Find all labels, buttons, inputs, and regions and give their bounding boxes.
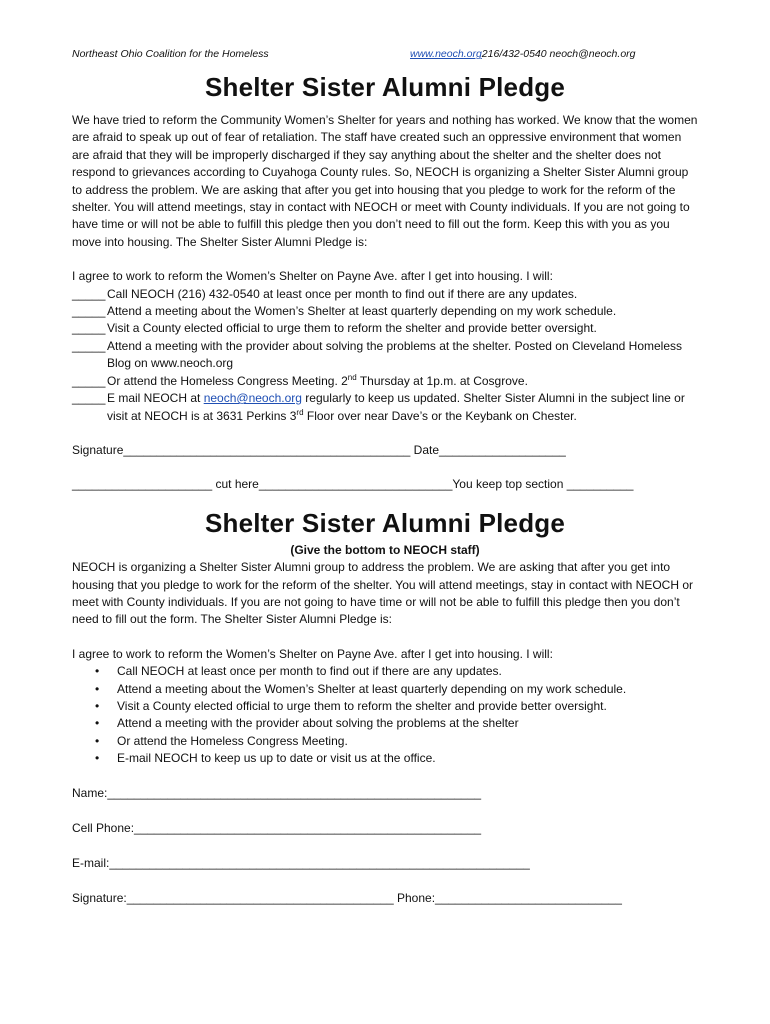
bullet-icon: • [95, 751, 100, 766]
checklist-item-text: Visit a County elected official to urge them to reform the shelter and provide better oversight. [107, 321, 597, 336]
pledge-checklist [72, 286, 698, 425]
checkbox-blank[interactable]: _____ [72, 391, 106, 406]
website-link[interactable]: www.neoch.org [410, 48, 482, 61]
bullet-icon: • [95, 664, 100, 679]
list-item: • Attend a meeting with the provider about solving the problems at the shelter [72, 715, 698, 732]
checkbox-blank[interactable]: _____ [72, 373, 106, 388]
signature-phone-field[interactable]: Signature:________________________________________ Phone:____________________________ [72, 890, 622, 905]
list-item: • E-mail NEOCH to keep us up to date or visit us at the office. [72, 750, 698, 767]
pledge-title: Shelter Sister Alumni Pledge [204, 72, 566, 102]
list-item: • Call NEOCH at least once per month to find out if there are any updates. [72, 663, 698, 680]
intro-paragraph-bottom: NEOCH is organizing a Shelter Sister Alumni group to address the problem. We are asking that after you get into housing that you pledge to work for the reform of the shelter. You will attend meetings, stay in contact with NEOCH or meet with County individuals. If you are not going to have time or will not be able to fulfill this pledge then you don’t need to fill out the form. The Shelter Sister Alumni Pledge is: [72, 560, 693, 627]
letterhead [72, 44, 698, 66]
contact-info: 216/432-0540 neoch@neoch.org [481, 48, 636, 61]
email-field[interactable]: E-mail:_______________________________________________________________ [72, 855, 530, 870]
checklist-item-text: Call NEOCH (216) 432-0540 at least once per month to find out if there are any updates. [107, 286, 578, 301]
intro-paragraph: We have tried to reform the Community Women’s Shelter for years and nothing has worked. We know that the women are afraid to speak up out of fear of retaliation. The staff have created such an oppressive environment that women are afraid that they will be improperly discharged if they say anything about the shelter and the shelter does not respond to grievances according to Cuyahoga County rules. So, NEOCH is organizing a Shelter Sister Alumni group to address the problem. We are asking that after you get into housing that you pledge to work for the reform of the shelter. You will attend meetings, stay in contact with NEOCH or meet with County individuals. If you are not going to have time or will not be able to fulfill this pledge then you don’t need to fill out the form. Keep this with you as you move into housing. The Shelter Sister Alumni Pledge is: [72, 113, 698, 249]
list-item: • Visit a County elected official to urge them to reform the shelter and provide better oversight. [72, 698, 698, 715]
email-link[interactable]: neoch@neoch.org [203, 391, 302, 406]
checklist-item-text: Attend a meeting with the provider about solving the problems at the shelter. Posted on Cleveland Homeless Blog on www.neoch.org [107, 338, 682, 371]
checkbox-blank[interactable]: _____ [72, 304, 106, 319]
checklist-item [72, 320, 698, 337]
checkbox-blank[interactable]: _____ [72, 321, 106, 336]
bullet-icon: • [95, 733, 100, 748]
organization-name: Northeast Ohio Coalition for the Homeless [72, 48, 269, 61]
checklist-item-text: Or attend the Homeless Congress Meeting. 2nd Thursday at 1p.m. at Cosgrove. [107, 372, 528, 388]
pledge-title-bottom: Shelter Sister Alumni Pledge [204, 507, 566, 538]
name-field[interactable]: Name:________________________________________________________ [72, 785, 482, 800]
pledge-subtitle: (Give the bottom to NEOCH staff) [290, 542, 480, 557]
checklist-item [72, 373, 698, 390]
cut-line: _____________________ cut here_____________________________You keep top section __________ [72, 477, 634, 492]
checklist-item [72, 286, 698, 303]
checklist-item-text: Attend a meeting about the Women’s Shelter at least quarterly depending on my work schedule. [107, 304, 617, 319]
cell-phone-field[interactable]: Cell Phone:____________________________________________________ [72, 820, 482, 835]
bullet-icon: • [95, 698, 100, 713]
checklist-item [72, 390, 698, 425]
bullet-icon: • [95, 716, 100, 731]
list-item: • Or attend the Homeless Congress Meeting. [72, 733, 698, 750]
checkbox-blank[interactable]: _____ [72, 286, 106, 301]
signature-date-line[interactable]: Signature___________________________________________ Date___________________ [72, 442, 566, 457]
agree-statement: I agree to work to reform the Women’s Shelter on Payne Ave. after I get into housing. I will: [72, 269, 553, 284]
bullet-icon: • [95, 681, 100, 696]
checklist-item [72, 303, 698, 320]
pledge-bullet-list [72, 663, 698, 767]
agree-statement-bottom: I agree to work to reform the Women’s Shelter on Payne Ave. after I get into housing. I will: [72, 646, 553, 661]
document-page [72, 44, 698, 925]
list-item: • Attend a meeting about the Women’s Shelter at least quarterly depending on my work schedule. [72, 681, 698, 698]
checklist-item-text: E mail NEOCH at neoch@neoch.org regularly to keep us updated. Shelter Sister Alumni in the subject line or visit at NEOCH is at 3631 Perkins 3rd Floor over near Dave’s or the Keybank on Chester. [107, 391, 685, 423]
checklist-item [72, 338, 698, 373]
checkbox-blank[interactable]: _____ [72, 338, 106, 353]
